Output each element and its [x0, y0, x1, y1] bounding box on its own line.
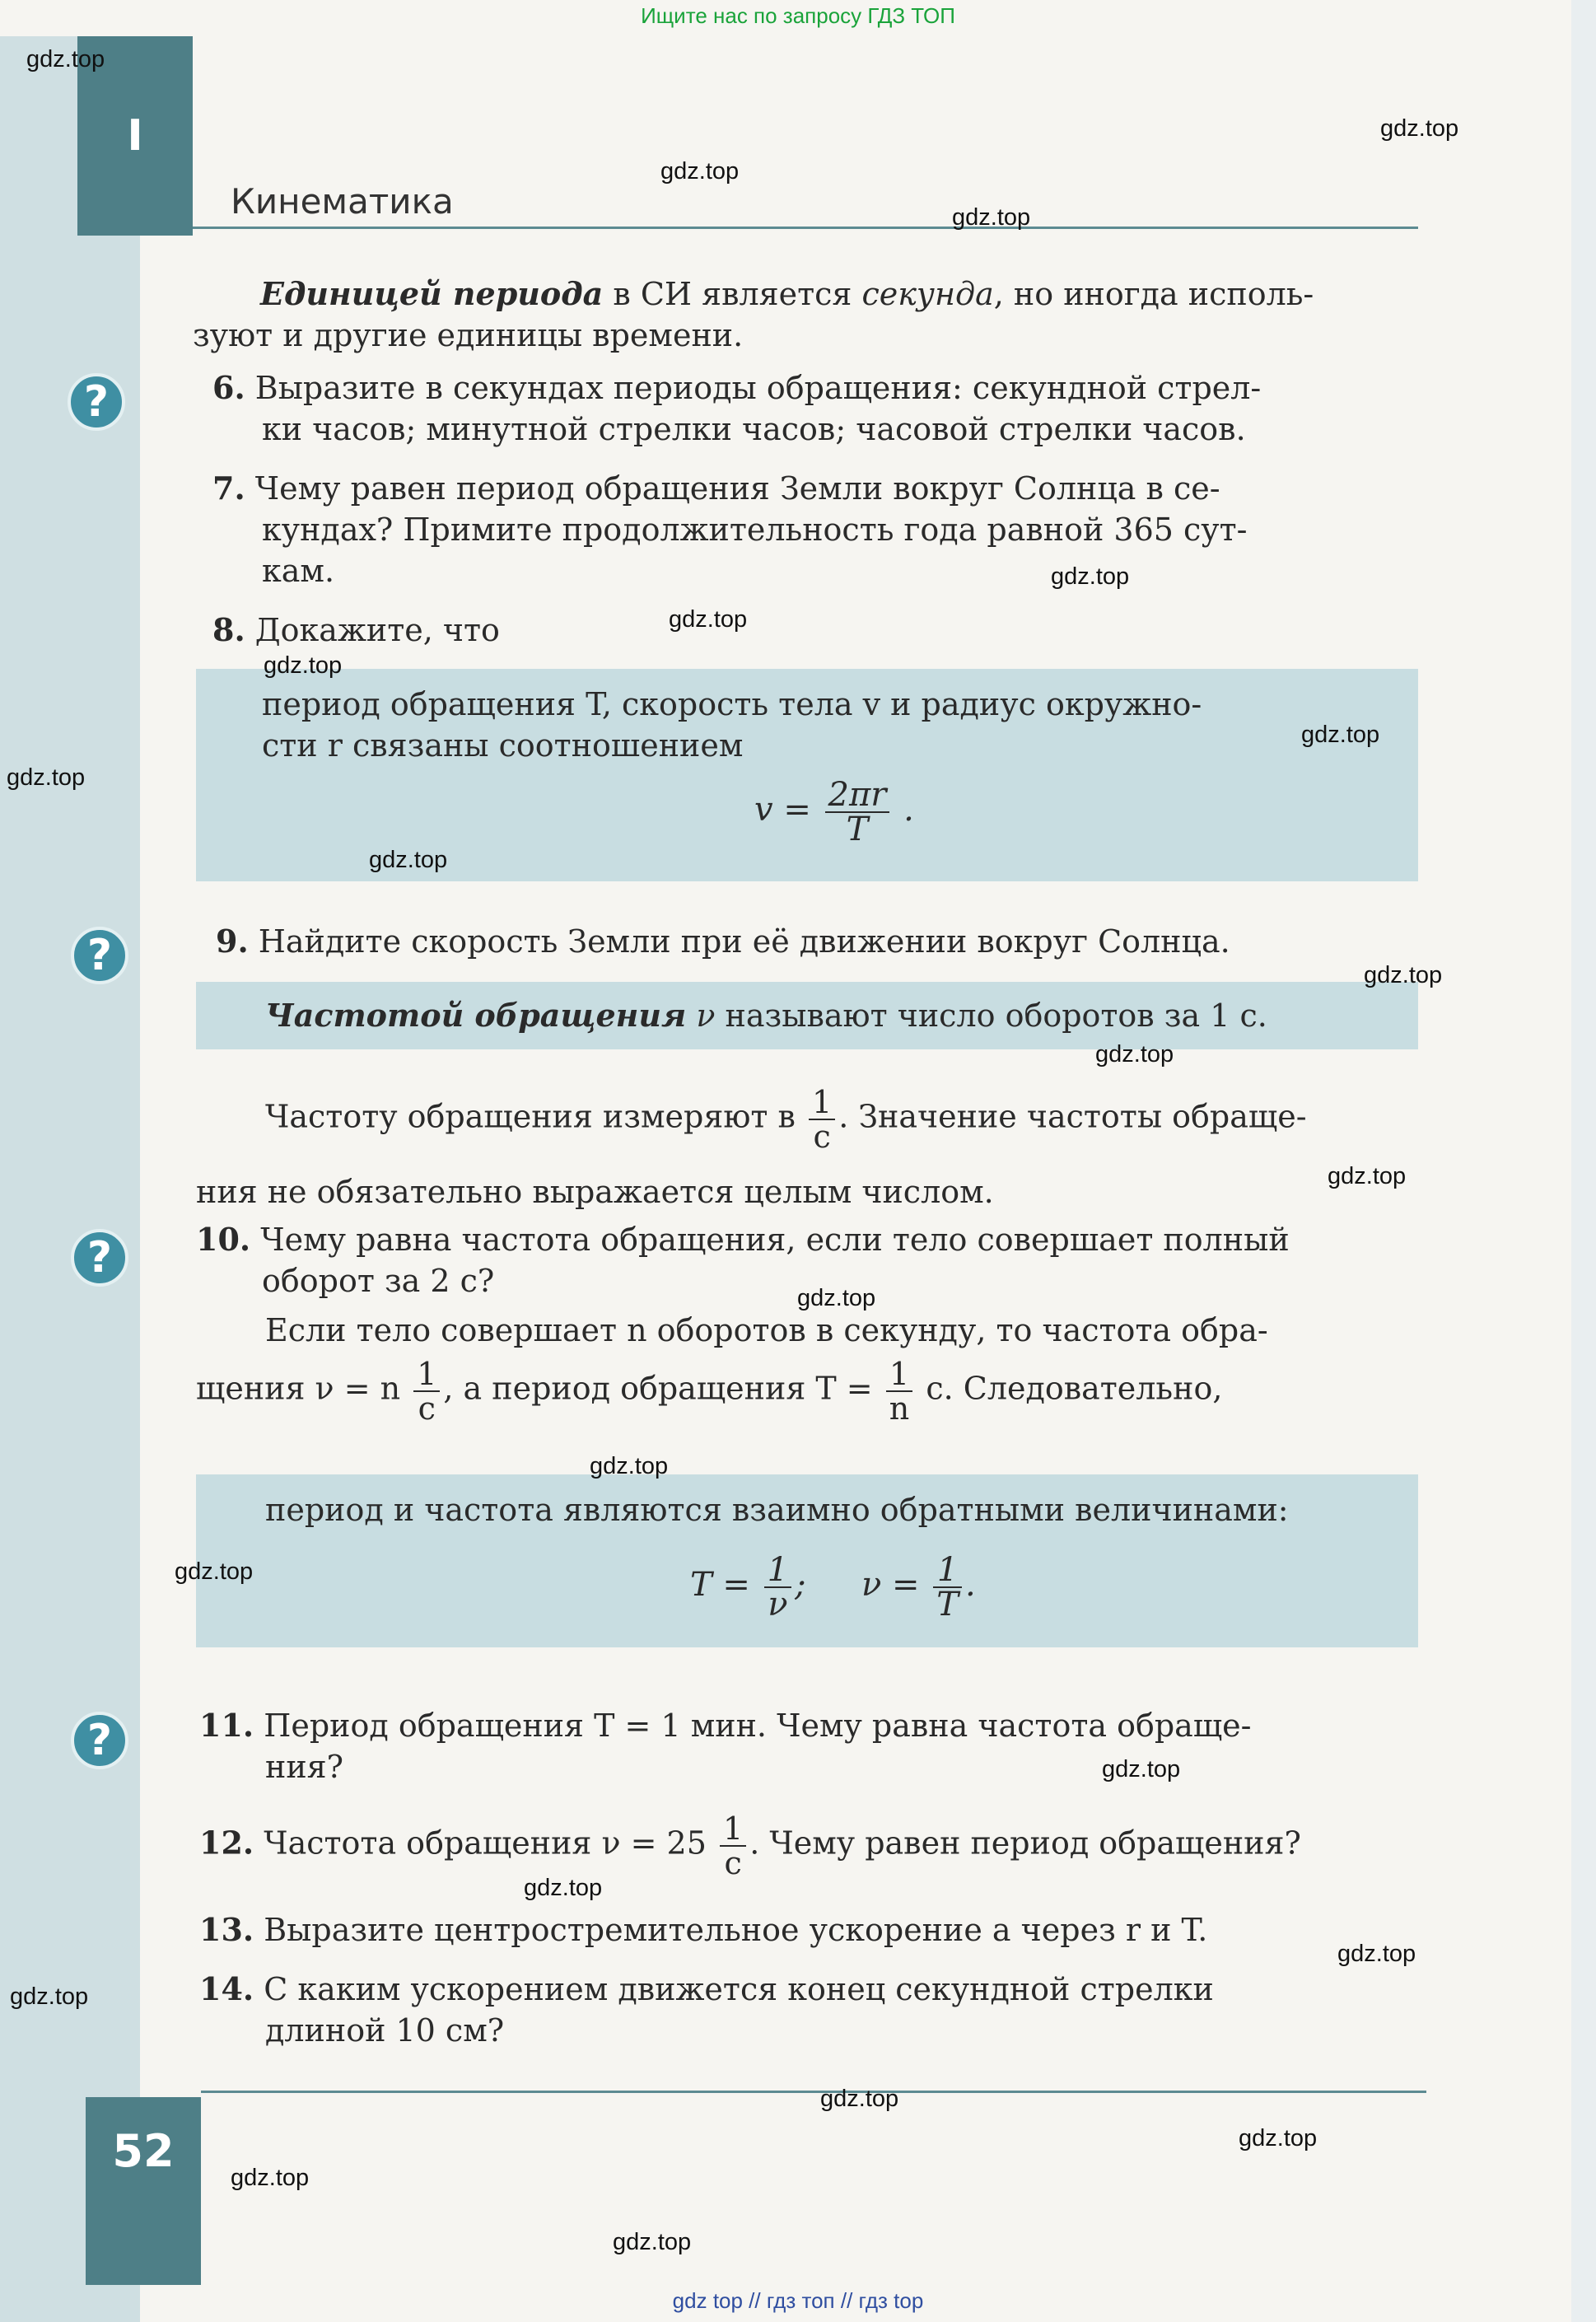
term-second: секунда	[861, 276, 994, 312]
frequency-definition	[265, 995, 1415, 1036]
fraction	[720, 1812, 746, 1880]
bottom-banner[interactable]: gdz top // гдз топ // гдз top	[672, 2288, 924, 2313]
numerator: 1	[413, 1357, 440, 1392]
question-text: Выразите в секундах периоды обращения: секундной стрел-	[254, 370, 1262, 406]
relation-line1: Если тело совершает n оборотов в секунду, то частота обра-	[265, 1312, 1268, 1348]
chapter-tab: I	[77, 36, 193, 236]
watermark: gdz.top	[1380, 115, 1459, 142]
question-6	[212, 367, 1415, 409]
text: щения ν = n	[196, 1370, 401, 1407]
question-icon: ?	[71, 927, 128, 984]
question-text: Период обращения T = 1 мин. Чему равна частота обраще-	[264, 1708, 1252, 1744]
question-text: Частота обращения ν = 25	[264, 1824, 707, 1862]
formula-lhs: v =	[754, 791, 811, 829]
text: называют число оборотов за 1 с.	[715, 997, 1267, 1034]
chapter-title: Кинематика	[231, 181, 454, 222]
text: с. Следовательно,	[926, 1370, 1223, 1407]
watermark: gdz.top	[1364, 962, 1443, 988]
question-number: 9.	[216, 923, 249, 960]
footer-rule	[201, 2091, 1426, 2093]
question-text: Чему равна частота обращения, если тело совершает полный	[260, 1222, 1290, 1258]
formula-end: .	[964, 1566, 976, 1604]
question-14-line2: длиной 10 см?	[265, 2012, 505, 2049]
symbol-nu: ν	[696, 997, 716, 1034]
formula-lhs: ν =	[861, 1566, 920, 1604]
term-period-unit: Единицей периода	[260, 275, 604, 312]
question-10-line2: оборот за 2 с?	[262, 1263, 495, 1299]
frequency-unit-line2: ния не обязательно выражается целым числом.	[196, 1174, 994, 1210]
question-7-line3: кам.	[262, 553, 335, 589]
denominator: n	[889, 1390, 910, 1427]
box2-text: период и частота являются взаимно обратными величинами:	[265, 1492, 1289, 1528]
question-11-line2: ния?	[265, 1749, 343, 1785]
frequency-unit-line1	[265, 1086, 1418, 1153]
page-edge	[1571, 0, 1596, 2322]
text: , а период обращения T =	[443, 1370, 873, 1407]
watermark: gdz.top	[1239, 2125, 1318, 2151]
question-number: 14.	[199, 1970, 254, 2007]
watermark: gdz.top	[524, 1875, 603, 1901]
page-number: 52	[112, 2125, 175, 2177]
term-frequency: Частотой обращения	[265, 997, 687, 1034]
denominator: T	[846, 811, 869, 848]
formula-frequency	[861, 1551, 976, 1624]
question-text: Найдите скорость Земли при её движении вокруг Солнца.	[258, 923, 1230, 960]
watermark: gdz.top	[1337, 1941, 1416, 1967]
watermark: gdz.top	[1301, 722, 1380, 748]
watermark: gdz.top	[952, 204, 1031, 231]
formula-lhs: T =	[690, 1566, 750, 1604]
denominator: с	[813, 1119, 831, 1155]
question-text: Чему равен период обращения Земли вокруг Солнца в се-	[254, 470, 1220, 507]
numerator: 1	[809, 1086, 835, 1120]
question-number: 8.	[212, 611, 245, 648]
question-icon: ?	[71, 1712, 128, 1769]
text: , но иногда исполь-	[993, 276, 1314, 312]
watermark: gdz.top	[660, 158, 740, 185]
formula-period	[690, 1551, 806, 1624]
question-6-line2: ки часов; минутной стрелки часов; часовой стрелки часов.	[262, 411, 1246, 447]
formula-end: .	[903, 791, 914, 829]
text: в СИ является	[603, 276, 862, 312]
question-12	[199, 1812, 1418, 1880]
watermark: gdz.top	[1328, 1163, 1407, 1189]
question-13	[199, 1909, 1418, 1951]
fraction	[825, 778, 890, 846]
question-number: 7.	[212, 470, 245, 507]
question-11	[199, 1705, 1418, 1746]
header-rule	[193, 227, 1418, 229]
fraction	[933, 1551, 962, 1624]
question-number: 11.	[199, 1707, 254, 1744]
box1-line1: период обращения T, скорость тела v и радиус окружно-	[262, 686, 1202, 722]
watermark: gdz.top	[26, 46, 105, 72]
watermark: gdz.top	[231, 2165, 310, 2191]
question-icon: ?	[68, 373, 125, 431]
watermark: gdz.top	[1051, 563, 1130, 590]
top-banner[interactable]: Ищите нас по запросу ГДЗ ТОП	[641, 3, 955, 28]
question-number: 13.	[199, 1911, 254, 1948]
watermark: gdz.top	[175, 1558, 254, 1585]
text: . Значение частоты обраще-	[838, 1098, 1307, 1135]
question-8	[212, 610, 1415, 651]
denominator: ν	[768, 1586, 788, 1624]
separator: ;	[795, 1566, 806, 1604]
watermark: gdz.top	[369, 847, 448, 873]
numerator: 2πr	[825, 778, 890, 813]
fraction	[809, 1086, 835, 1153]
denominator: T	[936, 1586, 959, 1624]
fraction	[764, 1551, 791, 1624]
watermark: gdz.top	[7, 764, 86, 791]
denominator: с	[724, 1845, 742, 1881]
relation-line2	[196, 1357, 1418, 1425]
period-unit-line2: зуют и другие единицы времени.	[193, 317, 744, 353]
denominator: с	[418, 1390, 436, 1427]
question-number: 6.	[212, 369, 245, 406]
period-unit-line1	[260, 273, 1413, 315]
watermark: gdz.top	[797, 1285, 876, 1311]
margin-band	[0, 36, 140, 2322]
formula-speed	[754, 778, 914, 846]
question-text: Докажите, что	[254, 612, 500, 648]
question-text: . Чему равен период обращения?	[749, 1824, 1301, 1862]
watermark: gdz.top	[1102, 1756, 1181, 1782]
watermark: gdz.top	[613, 2229, 692, 2255]
numerator: 1	[933, 1553, 962, 1588]
question-7-line2: кундах? Примите продолжительность года равной 365 сут-	[262, 512, 1248, 548]
watermark: gdz.top	[669, 606, 748, 633]
question-text: Выразите центростремительное ускорение a через r и T.	[264, 1912, 1208, 1948]
question-10	[196, 1219, 1418, 1260]
question-14	[199, 1969, 1421, 2010]
numerator: 1	[764, 1553, 791, 1588]
watermark: gdz.top	[590, 1453, 669, 1479]
fraction	[886, 1357, 912, 1425]
question-icon: ?	[71, 1229, 128, 1287]
watermark: gdz.top	[820, 2086, 899, 2112]
watermark: gdz.top	[1095, 1041, 1174, 1068]
watermark: gdz.top	[10, 1983, 89, 2010]
box1-line2: сти r связаны соотношением	[262, 727, 744, 764]
fraction	[413, 1357, 440, 1425]
question-7	[212, 468, 1415, 509]
text: Частоту обращения измеряют в	[265, 1098, 796, 1135]
question-9	[216, 921, 1418, 962]
numerator: 1	[720, 1812, 746, 1847]
question-number: 10.	[196, 1221, 251, 1258]
question-number: 12.	[199, 1824, 254, 1862]
question-text: С каким ускорением движется конец секундной стрелки	[264, 1971, 1214, 2007]
numerator: 1	[886, 1357, 912, 1392]
watermark: gdz.top	[264, 652, 343, 679]
